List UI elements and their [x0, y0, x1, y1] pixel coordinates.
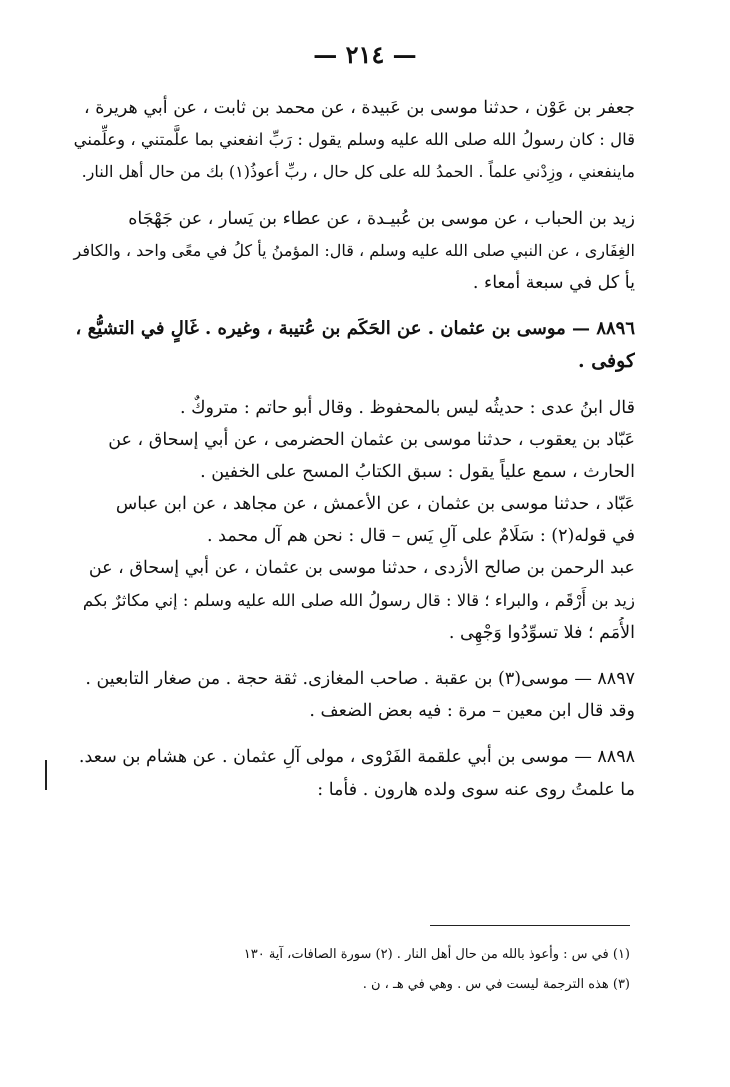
text-line: يأ كل في سبعة أمعاء .	[472, 272, 635, 293]
entry-heading-8898: ٨٨٩٨ — موسى بن أبي علقمة الفَرْوى ، مولى آلِ عثمان . عن هشام بن سعد.	[78, 747, 635, 768]
text-line: في قوله(٢) : سَلَامٌ على آلِ يَس – قال : نحن هم آل محمد .	[207, 526, 635, 547]
footnote-line: (١) في س : وأعوذ بالله من حال أهل النار . (٢) سورة الصافات، آية ١٣٠	[243, 947, 630, 962]
entry-heading-8897: ٨٨٩٧ — موسى(٣) بن عقبة . صاحب المغازى. ثقة حجة . من صغار التابعين .	[85, 669, 635, 689]
footnote-divider	[430, 925, 630, 926]
text-line: عَبّاد بن يعقوب ، حدثنا موسى بن عثمان الحضرمى ، عن أبي إسحاق ، عن	[108, 429, 635, 450]
page-number: — ٢١٤ —	[313, 40, 417, 69]
footnotes	[120, 940, 630, 1000]
text-line: قال ابنُ عدى : حديثُه ليس بالمحفوظ . وقال أبو حاتم : متروكٌ .	[180, 397, 635, 418]
text-line: الغِفَارى ، عن النبي صلى الله عليه وسلم ، قال: المؤمنُ يأ كلُ في معًى واحد ، والكافر	[73, 240, 635, 260]
text-line: جعفر بن عَوْن ، حدثنا موسى بن عَبيدة ، عن محمد بن ثابت ، عن أبي هريرة ،	[83, 98, 635, 118]
footnote-line: (٣) هذه الترجمة ليست في س . وهي في هـ ، ن .	[362, 977, 630, 992]
margin-mark	[45, 760, 47, 790]
text-line: عبد الرحمن بن صالح الأزدى ، حدثنا موسى بن عثمان ، عن أبي إسحاق ، عن	[88, 558, 635, 579]
text-line: ماينفعني ، وزِدْني علماً . الحمدُ لله على كل حال ، ربِّ أعوذُ(١) بك من حال أهل النار.	[81, 162, 635, 182]
text-line: قال : كان رسولُ الله صلى الله عليه وسلم يقول : رَبِّ انفعني بما علَّمتني ، وعلِّمني	[73, 130, 635, 150]
text-line: الحارث ، سمع علياً يقول : سبق الكتابُ المسح على الخفين .	[200, 461, 635, 482]
main-text	[70, 92, 635, 806]
text-line: الأُمَم ؛ فلا تسوِّدُوا وَجْهِى .	[448, 622, 635, 643]
text-line: ما علمتُ روى عنه سوى ولده هارون . فأما :	[317, 779, 635, 800]
text-line: كوفى .	[577, 350, 635, 373]
entry-heading-8896: ٨٨٩٦ — موسى بن عثمان . عن الحَكَم بن عُتيبة ، وغيره . غَالٍ في التشيُّع ،	[75, 318, 635, 340]
text-line: عَبّاد ، حدثنا موسى بن عثمان ، عن الأعمش ، عن مجاهد ، عن ابن عباس	[115, 494, 635, 515]
text-line: زيد بن الحباب ، عن موسى بن عُبيـدة ، عن عطاء بن يَسار ، عن جَهْجَاه	[128, 208, 635, 229]
text-line: وقد قال ابن معين – مرة : فيه بعض الضعف .	[309, 701, 635, 722]
text-line: زيد بن أَرْقَم ، والبراء ؛ قالا : قال رسولُ الله صلى الله عليه وسلم : إني مكاثرٌ بكم	[82, 590, 635, 610]
